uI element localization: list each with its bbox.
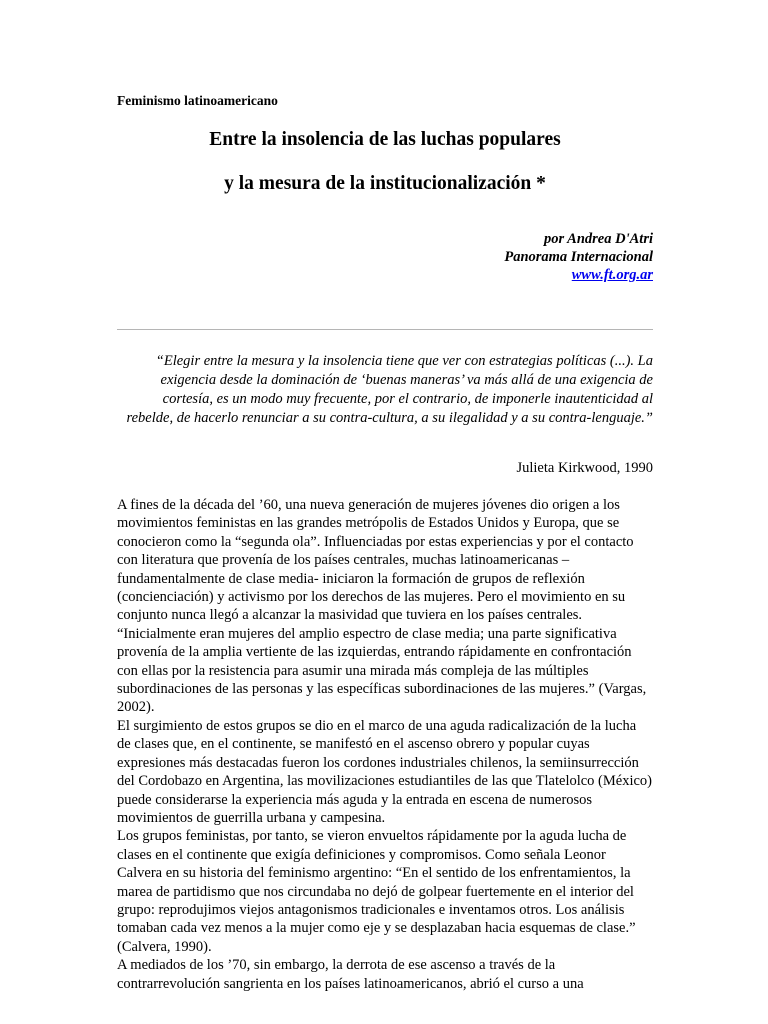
body-paragraph: A mediados de los ’70, sin embargo, la derrota de ese ascenso a través de la contrarrevolución sangrienta en los países latinoamericanos, abrió el curso a una [117,957,584,992]
publication-name: Panorama Internacional [504,249,653,265]
article-body [117,496,653,993]
epigraph-quote: “Elegir entre la mesura y la insolencia tiene que ver con estrategias políticas (...). La exigencia desde la dominación de ‘buenas maneras’ va más allá de una exigencia de cortesía, es un modo muy frecuente, por el contrario, de imponerle inautenticidad al rebelde, de hacerlo renunciar a su contra-cultura, a su ilegalidad y a su contra-lenguaje.” [126,353,653,426]
body-paragraph: El surgimiento de estos grupos se dio en el marco de una aguda radicalización de la lucha de clases que, en el continente, se manifestó en el ascenso obrero y popular cuyas expresiones más destacadas fueron los cordones industriales chilenos, la semiinsurrección del Cordobazo en Argentina, las movilizaciones estudiantiles de las que Tlatelolco (México) puede considerarse la experiencia más aguda y la entrada en escena de numerosos movimientos de guerrilla urbana y campesina. [117,717,653,826]
website-link[interactable]: www.ft.org.ar [571,267,653,283]
horizontal-divider [117,329,653,330]
article-title-line-2: y la mesura de la institucionalización * [224,173,546,194]
body-paragraph: A fines de la década del ’60, una nueva generación de mujeres jóvenes dio origen a los movimientos feministas en las grandes metrópolis de Estados Unidos y Europa, que se conocieron como la “segunda ola”. Influenciadas por estas experiencias y por el contacto con literatura que provenía de los países centrales, muchas latinoamericanas –fundamentalmente de clase media- iniciaron la formación de grupos de reflexión (concienciación) y activismo por los derechos de las mujeres. Pero el movimiento en su conjunto nunca llegó a alcanzar la masividad que tuviera en los países centrales. “Inicialmente eran mujeres del amplio espectro de clase media; una parte significativa provenía de la amplia vertiente de las izquierdas, entrando rápidamente en confrontación con ellas por la resistencia para asumir una mirada más compleja de las múltiples subordinaciones de las personas y las específicas subordinaciones de las mujeres.” (Vargas, 2002). [117,497,647,716]
section-label: Feminismo latinoamericano [117,93,278,108]
author-name: por Andrea D'Atri [543,231,653,247]
byline [504,230,653,284]
body-paragraph: Los grupos feministas, por tanto, se vieron envueltos rápidamente por la aguda lucha de clases en el continente que exigía definiciones y compromisos. Como señala Leonor Calvera en su historia del feminismo argentino: “En el sentido de los enfrentamientos, la marea de partidismo que nos circundaba no dejó de golpear fuertemente en el interior del grupo: reprodujimos viejos antagonismos tradicionales e inventamos otros. Los análisis tomaban cada vez menos a la mujer como eje y se desplazaban hacia esquemas de clase.” (Calvera, 1990). [117,828,636,955]
epigraph-attribution: Julieta Kirkwood, 1990 [516,460,653,476]
article-title-line-1: Entre la insolencia de las luchas populares [209,129,561,150]
